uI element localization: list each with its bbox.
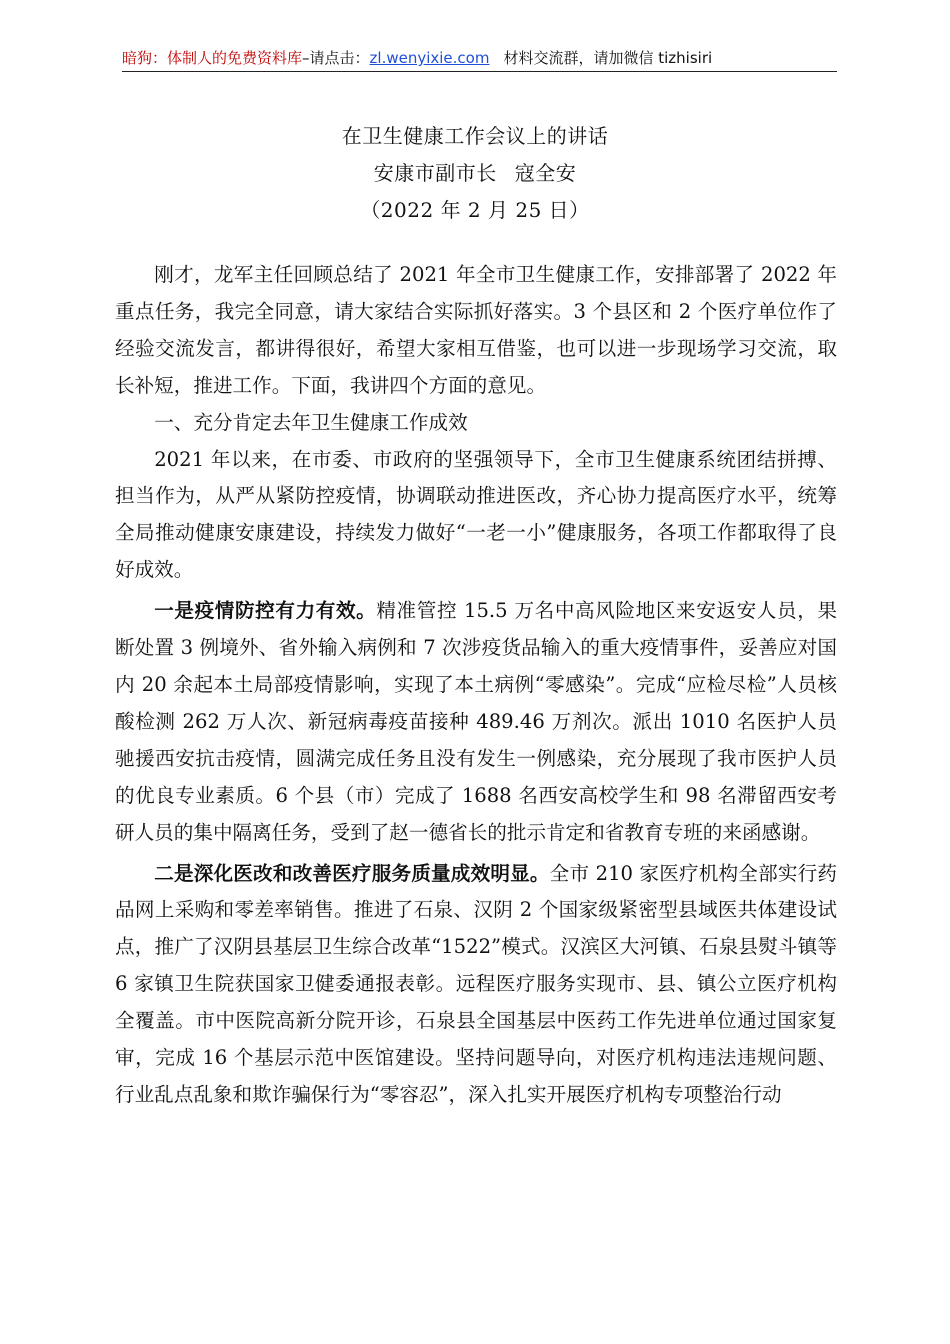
header-contact: 材料交流群，请加微信 tizhisiri: [503, 49, 713, 67]
header-brand: 暗狗：体制人的免费资料库: [122, 49, 303, 67]
paragraph-lead: 二是深化医改和改善医疗服务质量成效明显。: [154, 861, 550, 885]
paragraph-text: 一、充分肯定去年卫生健康工作成效: [154, 410, 468, 434]
speech-body: [115, 257, 837, 1114]
paragraph: [115, 856, 837, 1114]
paragraph-text: 全市 210 家医疗机构全部实行药品网上采购和零差率销售。推进了石泉、汉阴 2 个国家级紧密型县域医共体建设试点，推广了汉阴县基层卫生综合改革“1522”模式。汉滨区大河镇、石泉县熨斗镇等 6 家镇卫生院获国家卫健委通报表彰。远程医疗服务实现市、县、镇公立医疗机构全覆盖。市中医院高新分院开诊，石泉县全国基层中医药工作先进单位通过国家复审，完成 16 个基层示范中医馆建设。坚持问题导向，对医疗机构违法违规问题、行业乱点乱象和欺诈骗保行为“零容忍”，深入扎实开展医疗机构专项整治行动: [115, 861, 837, 1106]
header-link[interactable]: zl.wenyixie.com: [369, 49, 490, 67]
paragraph-lead: 一是疫情防控有力有效。: [154, 599, 377, 623]
author-role: 安康市副市长: [373, 161, 497, 185]
speech-date: （2022 年 2 月 25 日）: [360, 198, 590, 222]
header-prompt: –请点击：: [302, 49, 370, 67]
author-name: 寇全安: [514, 161, 577, 185]
paragraph-text: 刚才，龙军主任回顾总结了 2021 年全市卫生健康工作，安排部署了 2022 年重点任务，我完全同意，请大家结合实际抓好落实。3 个县区和 2 个医疗单位作了经验交流发言，都讲得很好，希望大家相互借鉴，也可以进一步现场学习交流，取长补短，推进工作。下面，我讲四个方面的意见。: [115, 263, 837, 397]
paragraph: [115, 442, 837, 590]
speech-title: 在卫生健康工作会议上的讲话: [341, 124, 609, 148]
paragraph: [115, 593, 837, 851]
section-heading: [115, 405, 837, 442]
paragraph-text: 精准管控 15.5 万名中高风险地区来安返安人员，果断处置 3 例境外、省外输入病例和 7 次涉疫货品输入的重大疫情事件，妥善应对国内 20 余起本土局部疫情影响，实现了本土病例“零感染”。完成“应检尽检”人员核酸检测 262 万人次、新冠病毒疫苗接种 489.46 万剂次。派出 1010 名医护人员驰援西安抗击疫情，圆满完成任务且没有发生一例感染，充分展现了我市医护人员的优良专业素质。6 个县（市）完成了 1688 名西安高校学生和 98 名滞留西安考研人员的集中隔离任务，受到了赵一德省长的批示肯定和省教育专班的来函感谢。: [115, 599, 837, 844]
paragraph-text: 2021 年以来，在市委、市政府的坚强领导下，全市卫生健康系统团结拼搏、担当作为，从严从紧防控疫情，协调联动推进医改，齐心协力提高医疗水平，统筹全局推动健康安康建设，持续发力做好“一老一小”健康服务，各项工作都取得了良好成效。: [115, 447, 837, 582]
page-header: [122, 46, 837, 70]
header-rule: [122, 71, 837, 72]
speech-author: [0, 159, 950, 187]
paragraph: [115, 257, 837, 405]
